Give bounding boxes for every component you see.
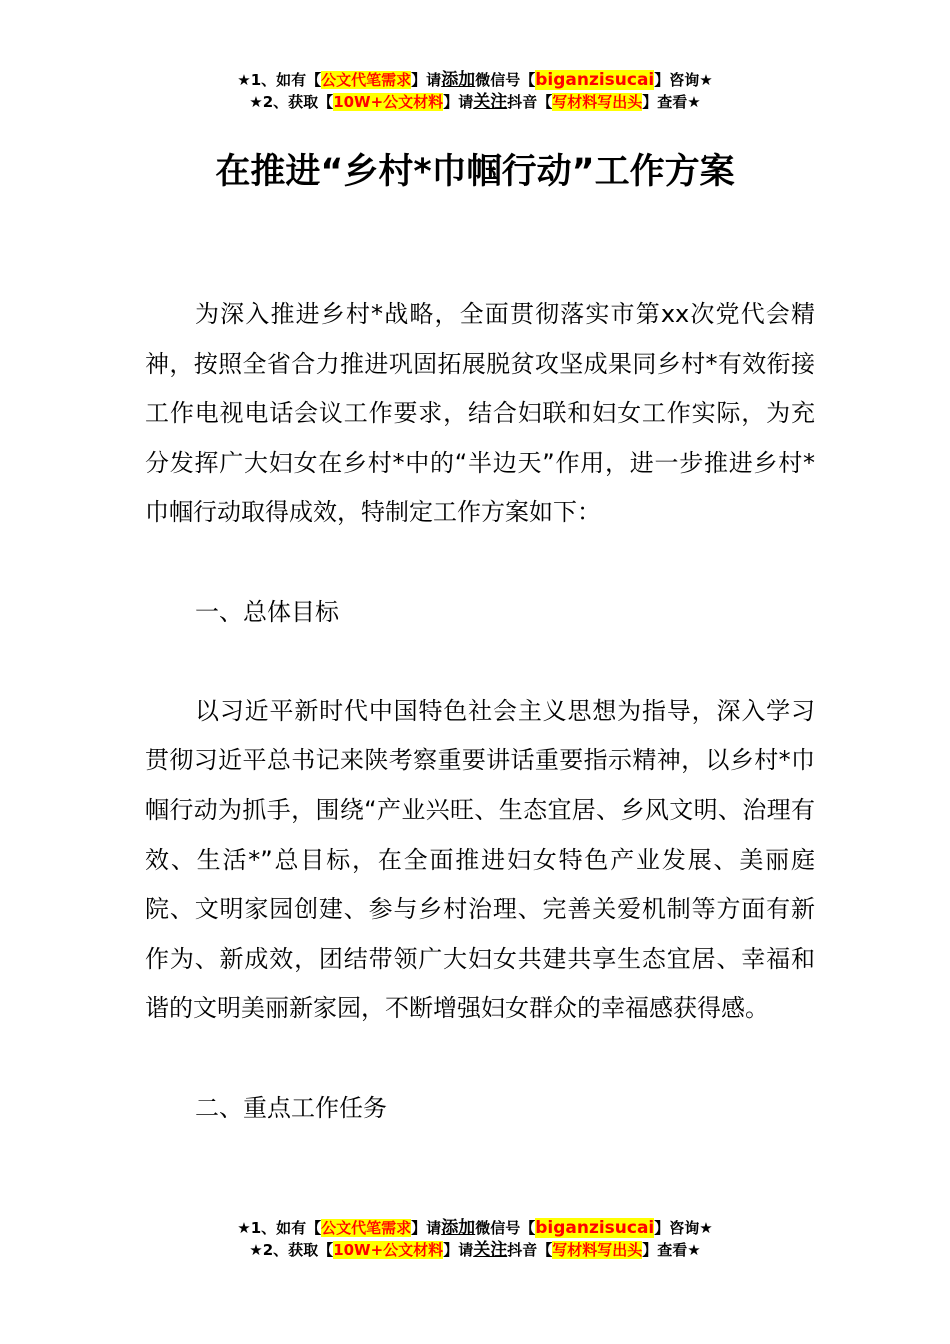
banner-highlight: 写材料写出头 bbox=[552, 93, 643, 111]
banner-wechat-id: biganzisucai bbox=[535, 70, 655, 90]
banner-highlight: 公文代笔需求 bbox=[321, 1219, 412, 1237]
banner-line-1 bbox=[0, 1217, 950, 1239]
paragraph-intro: 为深入推进乡村*战略，全面贯彻落实市第xx次党代会精神，按照全省合力推进巩固拓展脱贫攻坚成果同乡村*有效衔接工作电视电话会议工作要求，结合妇联和妇女工作实际，为充分发挥广大妇女在乡村*中的“半边天”作用，进一步推进乡村*巾帼行动取得成效，特制定工作方案如下： bbox=[145, 300, 815, 527]
banner-text: 】咨询★ bbox=[654, 1219, 713, 1237]
banner-text: 】请 bbox=[411, 1219, 442, 1237]
banner-text: ★2、获取【 bbox=[249, 1241, 334, 1259]
banner-text: ★1、如有【 bbox=[237, 71, 322, 89]
section-heading: 二、重点工作任务 bbox=[195, 1093, 387, 1122]
paragraph-goals: 以习近平新时代中国特色社会主义思想为指导，深入学习贯彻习近平总书记来陕考察重要讲话重要指示精神，以乡村*巾帼行动为抓手，围绕“产业兴旺、生态宜居、乡风文明、治理有效、生活*”总目标，在全面推进妇女特色产业发展、美丽庭院、文明家园创建、参与乡村治理、完善关爱机制等方面有新作为、新成效，团结带领广大妇女共建共享生态宜居、幸福和谐的文明美丽新家园，不断增强妇女群众的幸福感获得感。 bbox=[145, 696, 815, 1023]
banner-text: ★1、如有【 bbox=[237, 1219, 322, 1237]
banner-line-2 bbox=[0, 91, 950, 113]
banner-emphasis: 添加 bbox=[441, 1218, 476, 1238]
section-heading: 一、总体目标 bbox=[195, 597, 339, 626]
banner-text: 微信号【 bbox=[475, 71, 536, 89]
banner-text: ★2、获取【 bbox=[249, 93, 334, 111]
banner-emphasis: 添加 bbox=[441, 70, 476, 90]
banner-line-1 bbox=[0, 69, 950, 91]
banner-text: 】咨询★ bbox=[654, 71, 713, 89]
banner-text: 微信号【 bbox=[475, 1219, 536, 1237]
header-banner bbox=[0, 69, 950, 113]
banner-text: 抖音【 bbox=[507, 93, 553, 111]
document-body bbox=[145, 290, 815, 1133]
document-title: 在推进“乡村*巾帼行动”工作方案 bbox=[215, 152, 735, 192]
banner-line-2 bbox=[0, 1239, 950, 1261]
banner-highlight: 公文代笔需求 bbox=[321, 71, 412, 89]
banner-text: 】查看★ bbox=[642, 1241, 701, 1259]
banner-highlight: 写材料写出头 bbox=[552, 1241, 643, 1259]
banner-text: 】请 bbox=[443, 93, 474, 111]
banner-text: 】请 bbox=[443, 1241, 474, 1259]
banner-highlight: 10W+公文材料 bbox=[333, 93, 444, 111]
banner-text: 抖音【 bbox=[507, 1241, 553, 1259]
banner-emphasis: 关注 bbox=[473, 1240, 508, 1260]
banner-emphasis: 关注 bbox=[473, 92, 508, 112]
banner-highlight: 10W+公文材料 bbox=[333, 1241, 444, 1259]
banner-wechat-id: biganzisucai bbox=[535, 1218, 655, 1238]
banner-text: 】查看★ bbox=[642, 93, 701, 111]
footer-banner bbox=[0, 1217, 950, 1261]
banner-text: 】请 bbox=[411, 71, 442, 89]
